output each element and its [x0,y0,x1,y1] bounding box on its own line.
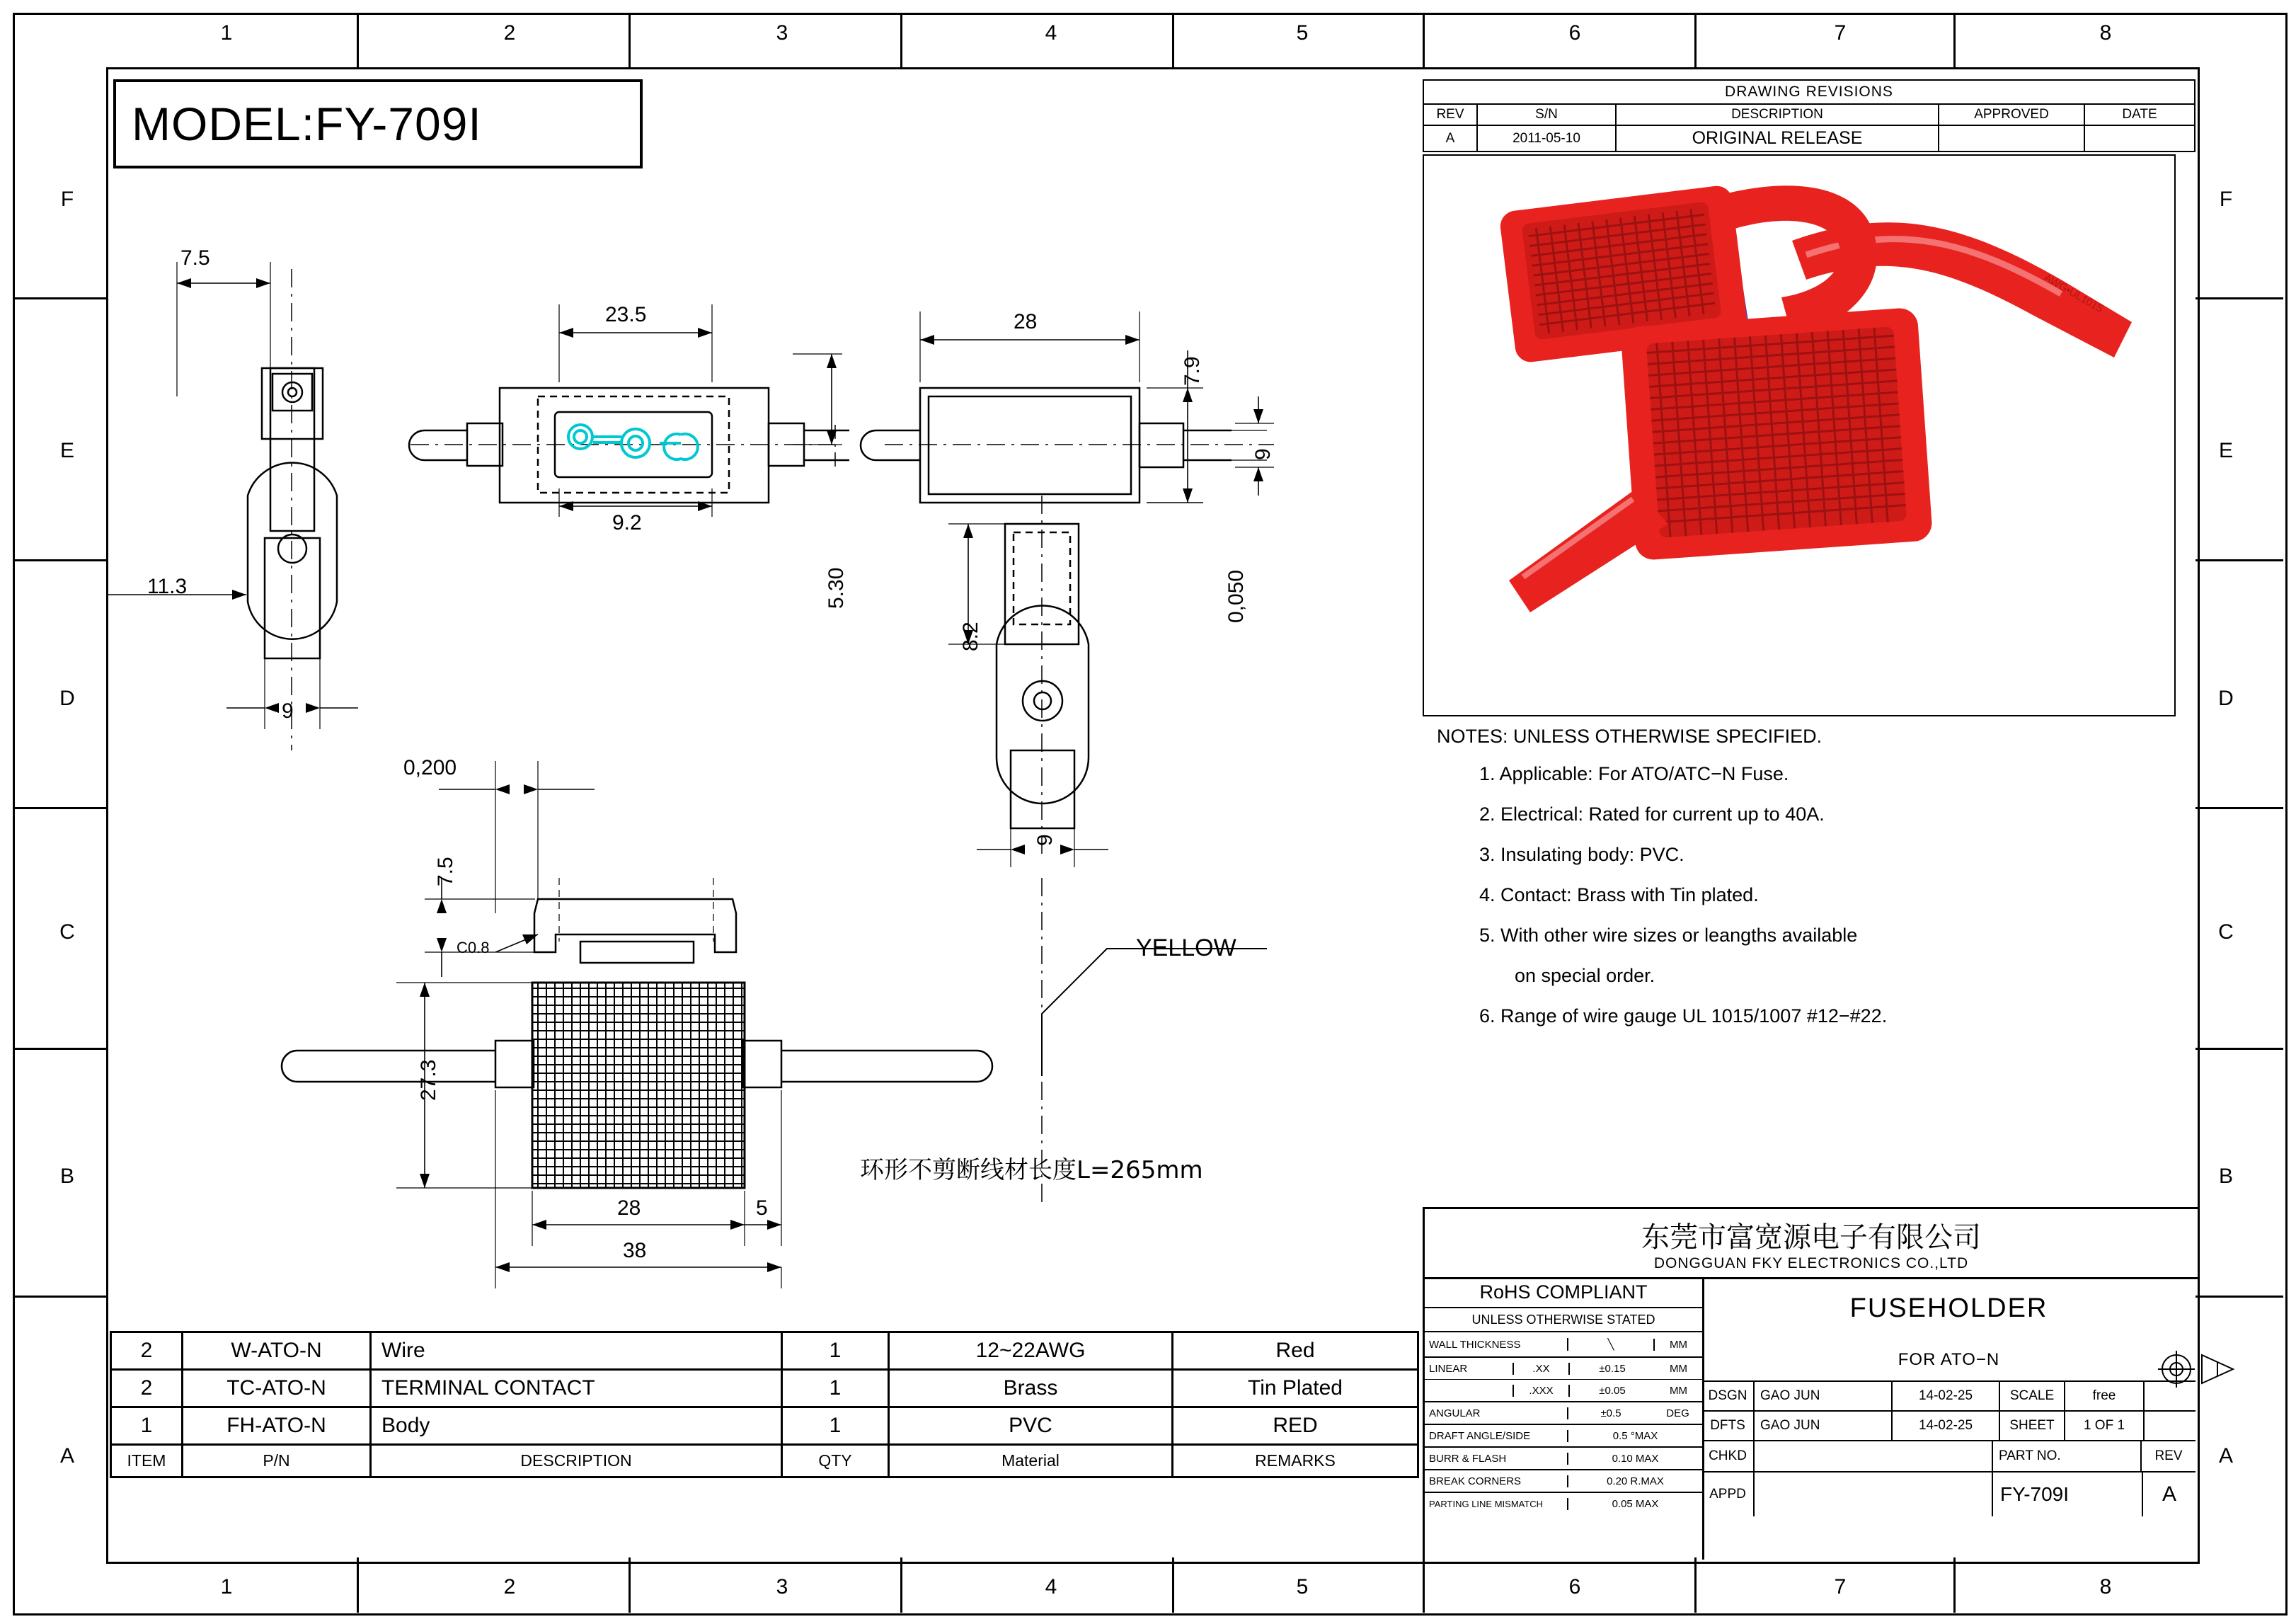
zone-col-top-1: 1 [220,21,233,45]
zone-col-top-5: 5 [1296,21,1309,45]
rev-cell-description: ORIGINAL RELEASE [1616,125,1939,151]
dim-label-7p9: 7.9 [1181,356,1204,386]
dfts-date: 14-02-25 [1893,1412,2000,1440]
note-item-3: 3. Insulating body: PVC. [1479,844,1684,865]
tol-label-wall: WALL THICKNESS [1429,1338,1521,1351]
tol-label-parting: PARTING LINE MISMATCH [1429,1498,1544,1509]
tol-val-parting: 0.05 MAX [1567,1498,1702,1510]
zone-row-left-E: E [59,439,74,462]
chkd-label: CHKD [1702,1441,1755,1471]
tol-sym-wall: ╲ [1567,1338,1653,1351]
revision-table-title: DRAWING REVISIONS [1423,79,2195,103]
dim-9-right [1235,396,1274,496]
product-title: FUSEHOLDER [1849,1293,2048,1323]
svg-text:AWG•UL1015: AWG•UL1015 [2042,271,2106,316]
zone-col-bottom-1: 1 [220,1575,233,1599]
tol-sub-linear-xx: .XX [1513,1363,1568,1375]
partno-value: FY-709I [1993,1473,2143,1516]
note-item-5: 5. With other wire sizes or leangths available [1479,925,1858,946]
bom-material-3: PVC [889,1407,1173,1445]
dfts-name: GAO JUN [1755,1412,1893,1440]
tol-val-linear-xx: ±0.15 [1568,1363,1655,1375]
dsgn-date: 14-02-25 [1893,1382,2000,1410]
bom-material-1: 12~22AWG [889,1332,1173,1370]
notes-header: NOTES: UNLESS OTHERWISE SPECIFIED. [1437,726,1823,747]
leader-c08 [495,934,538,952]
tol-val-burr: 0.10 MAX [1567,1453,1702,1465]
leader-yellow [1042,949,1267,1076]
scale-label: SCALE [2000,1382,2065,1410]
dim-label-27p3: 27.3 [417,1059,440,1101]
dim-label-28-bottom: 28 [617,1196,641,1220]
zone-row-right-C: C [2218,920,2234,944]
chkd-name [1755,1441,1993,1471]
callout-wire-length: 环形不剪断线材长度L=265mm [860,1156,1203,1184]
bom-qty-2: 1 [782,1370,889,1407]
sheet-label: SHEET [2000,1412,2065,1440]
zone-row-right-B: B [2218,1165,2233,1188]
bom-item-3: 1 [111,1407,183,1445]
tol-label-linear: LINEAR [1429,1362,1468,1375]
dim-label-5p30: 5.30 [825,567,848,609]
zone-col-bottom-8: 8 [2099,1575,2112,1599]
dim-label-9-right: 9 [1251,448,1275,460]
tol-unit-linear-xx: MM [1670,1362,1687,1375]
rev-header-description: DESCRIPTION [1616,104,1939,125]
dsgn-name: GAO JUN [1755,1382,1893,1410]
note-item-1: 1. Applicable: For ATO/ATC−N Fuse. [1479,763,1789,784]
table-row [111,1370,1418,1407]
dim-label-c0p8: C0.8 [457,939,490,956]
zone-col-bottom-5: 5 [1296,1575,1309,1599]
dim-label-9-left: 9 [282,699,294,723]
bom-remarks-3: RED [1173,1407,1418,1445]
bom-header-item: ITEM [111,1445,183,1477]
dim-label-9-small: 9 [1033,834,1057,846]
dim-5-bottom [745,1090,781,1246]
rev-header-rev: REV [1423,104,1477,125]
view-top-middle [409,388,849,503]
dim-label-38: 38 [623,1239,647,1262]
dim-label-23p5: 23.5 [605,303,647,326]
bom-header-pn: P/N [183,1445,371,1477]
company-name-cn: 东莞市富宽源电子有限公司 [1641,1221,1981,1254]
zone-col-top-8: 8 [2099,21,2112,45]
bom-qty-1: 1 [782,1332,889,1370]
appd-label: APPD [1702,1473,1755,1516]
bom-qty-3: 1 [782,1407,889,1445]
tol-unit-angular: DEG [1666,1407,1689,1419]
note-item-4: 4. Contact: Brass with Tin plated. [1479,884,1759,905]
table-row [111,1407,1418,1445]
bom-desc-2: TERMINAL CONTACT [371,1370,782,1407]
zone-col-top-7: 7 [1834,21,1847,45]
bom-remarks-1: Red [1173,1332,1418,1370]
view-left-end [248,269,337,750]
projection-symbol-icon [2155,1341,2247,1397]
product-subtitle: FOR ATO−N [1898,1350,2000,1369]
bom-header-material: Material [889,1445,1173,1477]
unless-stated-label: UNLESS OTHERWISE STATED [1471,1312,1655,1327]
dim-7p5-left [177,262,270,396]
bom-header-description: DESCRIPTION [371,1445,782,1477]
zone-row-right-A: A [2218,1444,2233,1468]
view-small-end [997,496,1089,857]
callout-yellow: YELLOW [1136,934,1236,961]
zone-col-bottom-3: 3 [776,1575,788,1599]
tol-unit-linear-xxx: MM [1670,1384,1687,1397]
bom-material-2: Brass [889,1370,1173,1407]
zone-col-bottom-6: 6 [1568,1575,1581,1599]
appd-name [1755,1473,1993,1516]
tol-sub-linear-xxx: .XXX [1513,1385,1568,1397]
bom-item-2: 2 [111,1370,183,1407]
tol-label-angular: ANGULAR [1429,1407,1481,1419]
partno-label: PART NO. [1993,1441,2142,1471]
table-row [111,1445,1418,1477]
zone-row-left-A: A [59,1444,74,1468]
dim-label-7p5-bottom: 7.5 [434,857,457,886]
rev-header-sn: S/N [1477,104,1616,125]
bom-desc-1: Wire [371,1332,782,1370]
zone-row-left-F: F [60,188,74,211]
zone-col-top-6: 6 [1568,21,1581,45]
tol-label-draft: DRAFT ANGLE/SIDE [1429,1429,1531,1442]
dim-label-9p2: 9.2 [612,511,642,534]
bom-table [110,1331,1419,1478]
rev-header-date: DATE [2084,104,2195,125]
title-block [1423,1207,2200,1564]
dim-7p5-bottom [425,878,535,977]
note-item-2: 2. Electrical: Rated for current up to 40A. [1479,804,1825,825]
dim-0p200 [439,761,595,913]
bom-pn-1: W-ATO-N [183,1332,371,1370]
dim-label-0p200: 0,200 [403,756,457,779]
zone-row-right-D: D [2218,687,2234,710]
zone-col-top-4: 4 [1045,21,1057,45]
note-item-6: 6. Range of wire gauge UL 1015/1007 #12−#22. [1479,1005,1888,1027]
bom-desc-3: Body [371,1407,782,1445]
bom-pn-3: FH-ATO-N [183,1407,371,1445]
dim-label-0p050: 0,050 [1224,569,1248,623]
bom-pn-2: TC-ATO-N [183,1370,371,1407]
dim-label-5-bottom: 5 [756,1196,768,1220]
rev-header-approved: APPROVED [1939,104,2084,125]
tol-val-linear-xxx: ±0.05 [1568,1385,1655,1397]
rev-label: REV [2154,1448,2183,1463]
tol-val-break: 0.20 R.MAX [1567,1475,1702,1487]
tol-val-angular: ±0.5 [1567,1407,1653,1419]
table-row [111,1332,1418,1370]
view-top-right [861,388,1274,503]
tol-label-break: BREAK CORNERS [1429,1475,1522,1487]
zone-col-top-2: 2 [503,21,516,45]
zone-row-right-E: E [2218,439,2233,462]
zone-row-left-C: C [59,920,75,944]
scale-value: free [2065,1382,2145,1410]
zone-row-left-D: D [59,687,75,710]
dsgn-label: DSGN [1702,1382,1755,1410]
note-item-5-cont: on special order. [1515,965,1655,986]
sheet-value: 1 OF 1 [2065,1412,2145,1440]
rohs-label: RoHS COMPLIANT [1479,1281,1648,1303]
bom-remarks-2: Tin Plated [1173,1370,1418,1407]
model-title: MODEL:FY-709I [132,98,482,150]
rev-cell-rev: A [1423,125,1477,151]
projection-symbol-cell-2 [2145,1412,2195,1440]
zone-col-top-3: 3 [776,21,788,45]
dim-label-28-top: 28 [1014,310,1038,333]
dim-label-7p5-left: 7.5 [180,246,210,270]
company-name-en: DONGGUAN FKY ELECTRONICS CO.,LTD [1653,1255,1969,1271]
dfts-label: DFTS [1702,1412,1755,1440]
dim-label-11p3: 11.3 [147,575,188,598]
tol-label-burr: BURR & FLASH [1429,1452,1507,1465]
bom-item-1: 2 [111,1332,183,1370]
tol-unit-wall: MM [1653,1339,1702,1351]
dim-label-8p2: 8.2 [959,622,982,651]
rev-value: A [2162,1482,2176,1506]
zone-col-bottom-2: 2 [503,1575,516,1599]
bom-header-remarks: REMARKS [1173,1445,1418,1477]
zone-row-right-F: F [2219,188,2233,211]
rev-cell-sn: 2011-05-10 [1477,125,1616,151]
zone-row-left-B: B [59,1165,74,1188]
bom-header-qty: QTY [782,1445,889,1477]
tol-val-draft: 0.5 °MAX [1567,1430,1702,1442]
zone-col-bottom-7: 7 [1834,1575,1847,1599]
zone-col-bottom-4: 4 [1045,1575,1057,1599]
